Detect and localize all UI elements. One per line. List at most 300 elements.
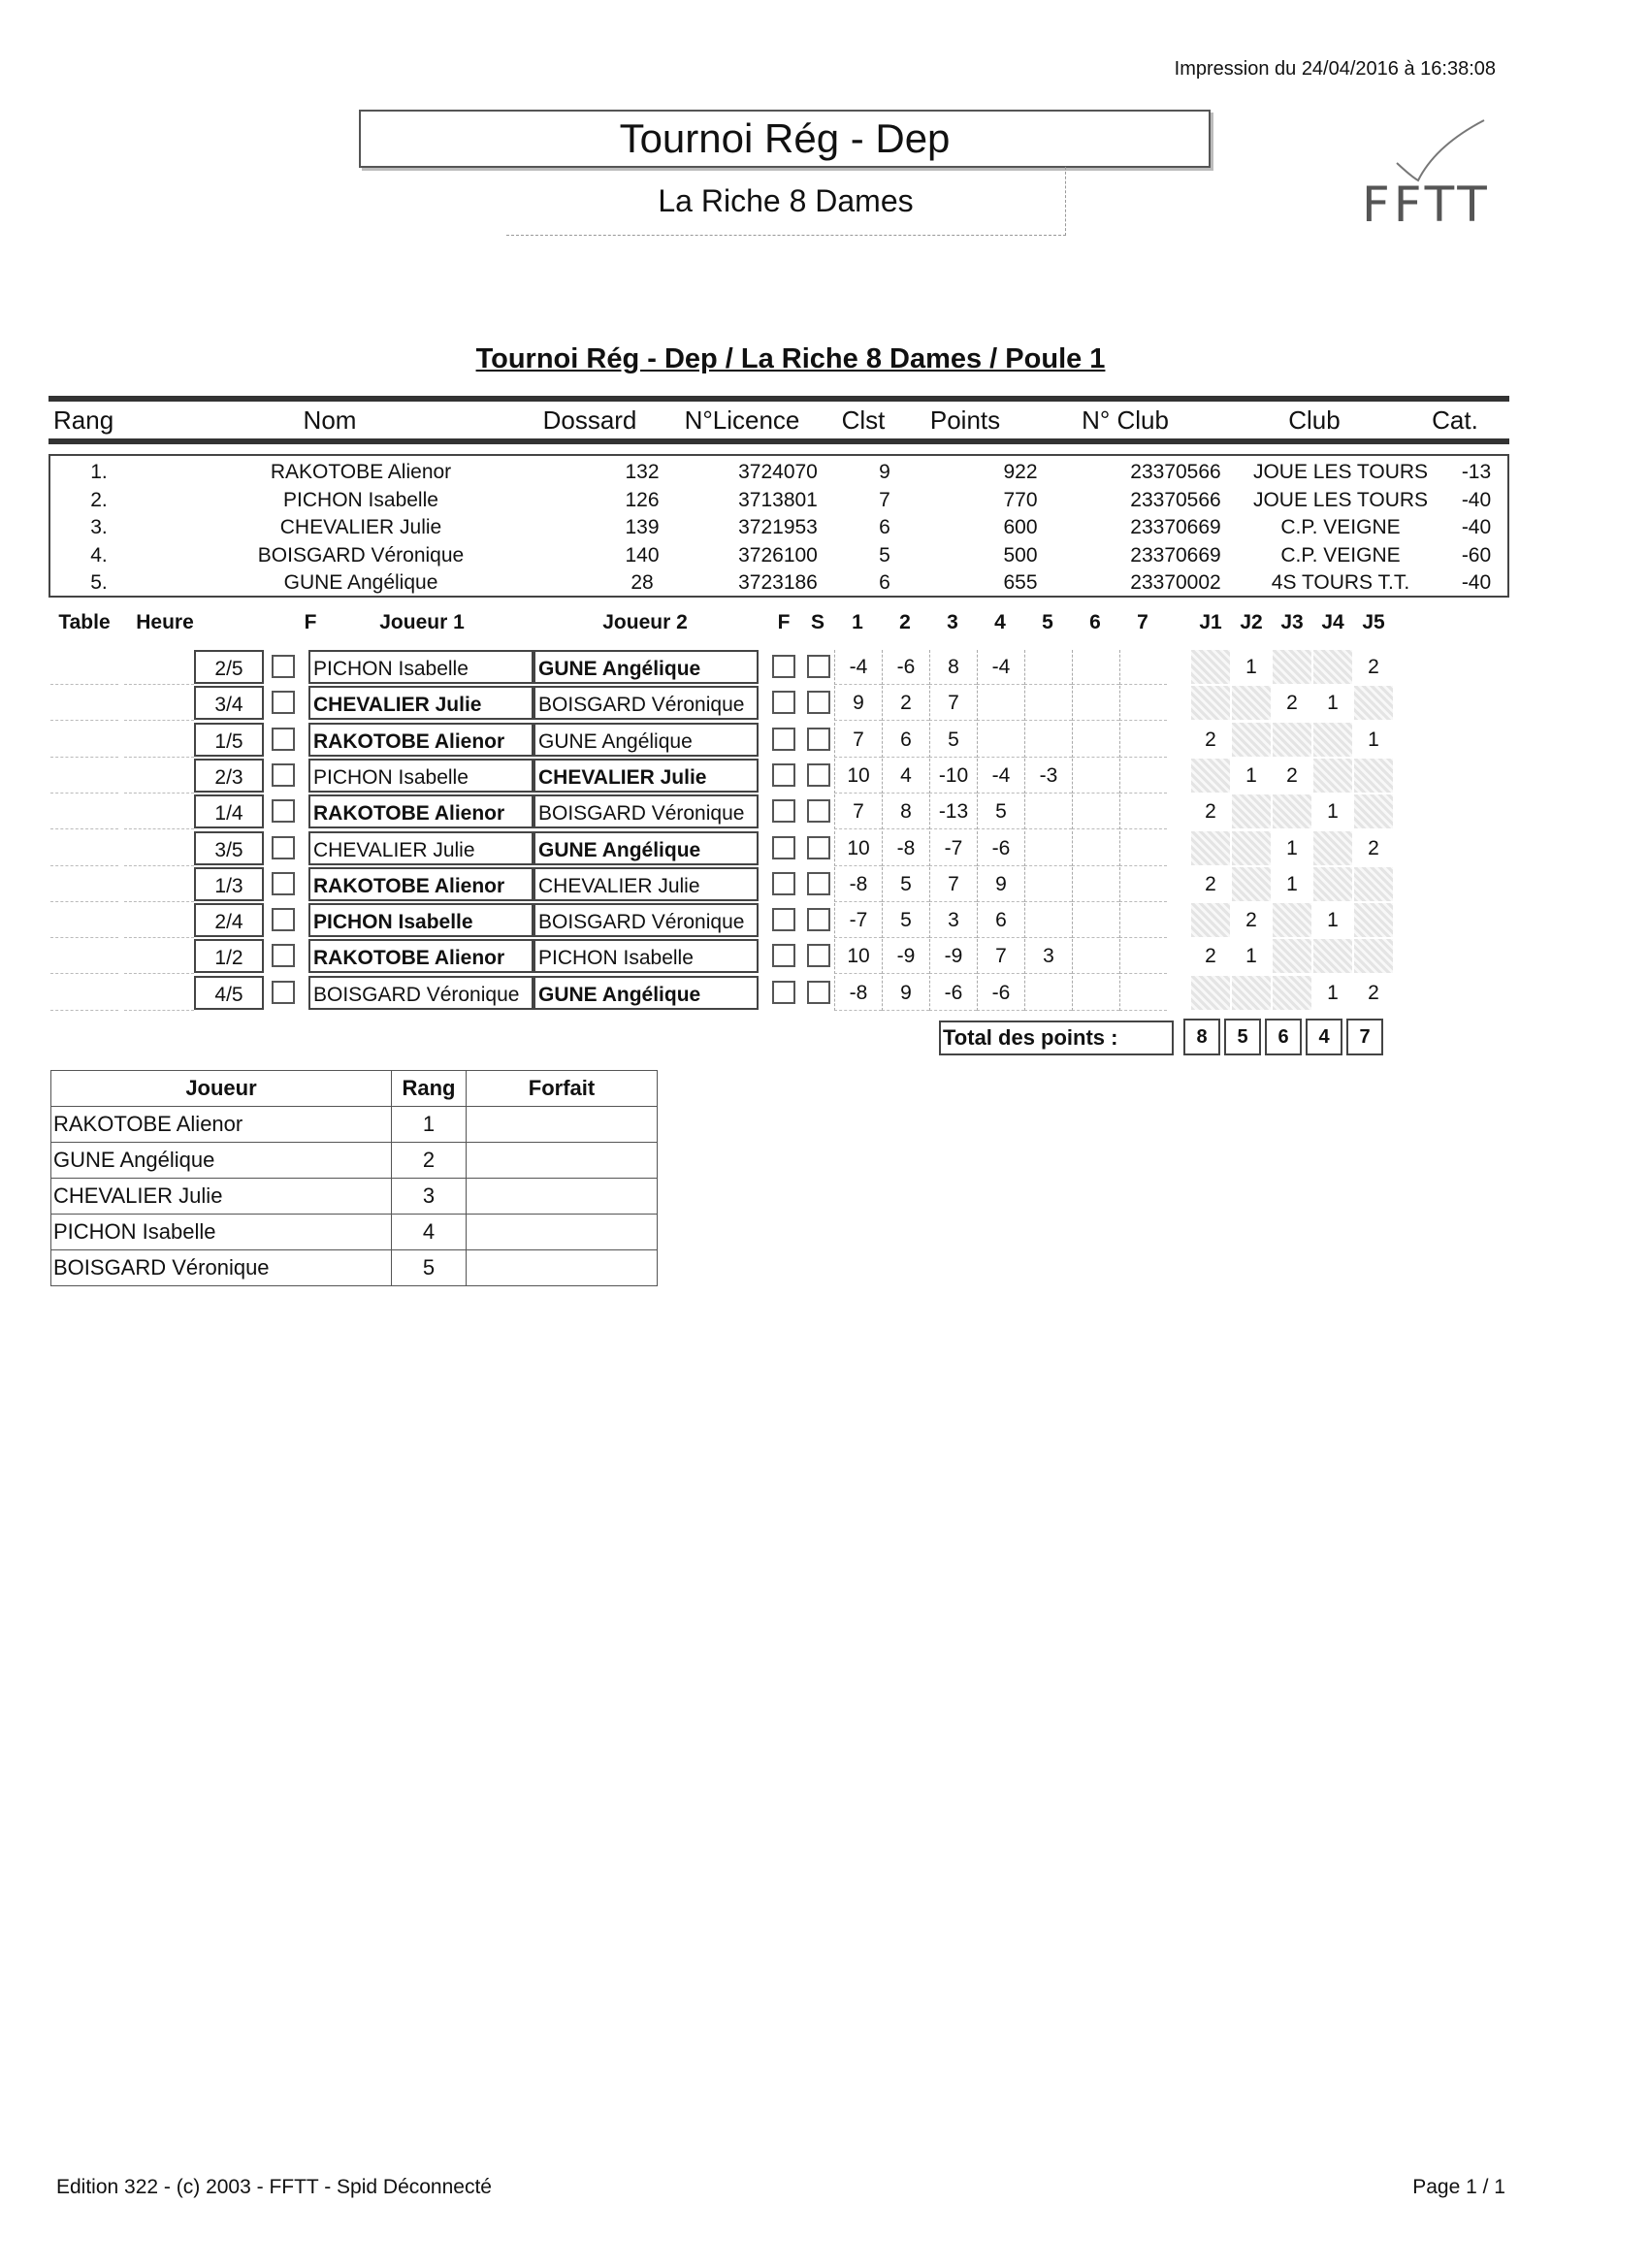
set-score: 3 [929,903,977,938]
set-score [1119,939,1167,974]
match-pair: 1/4 [194,794,264,828]
match-row [48,939,1406,975]
set-score [1119,867,1167,902]
match-header-j4: J4 [1321,611,1344,633]
ranking-forfait [467,1107,658,1143]
ranking-row [51,1107,658,1143]
match-player2: GUNE Angélique [534,650,759,684]
player-points: 655 [1003,571,1038,594]
total-j4: 4 [1306,1019,1342,1055]
player-club_no: 23370002 [1130,571,1221,594]
j-points [1313,723,1352,757]
forfait2-checkbox[interactable] [772,655,795,678]
j-points: 2 [1368,656,1379,678]
forfait2-checkbox[interactable] [772,763,795,787]
poule-title: Tournoi Rég - Dep / La Riche 8 Dames / Poule 1 [475,343,1106,374]
match-header-j3: J3 [1280,611,1304,633]
j-points: 1 [1327,909,1339,932]
set-score [1119,794,1167,829]
match-player2: BOISGARD Véronique [534,686,759,720]
set-score [977,686,1024,721]
j-points: 2 [1205,728,1216,751]
forfait-checkbox[interactable] [272,691,295,714]
j-points [1313,759,1352,793]
forfait2-checkbox[interactable] [772,908,795,931]
j-points [1232,686,1271,720]
player-header-2: Dossard [542,405,637,435]
j-points [1313,831,1352,865]
player-club_no: 23370566 [1130,488,1221,511]
set-score: -7 [929,831,977,866]
player-cat: -40 [1461,571,1492,594]
match-player1: RAKOTOBE Alienor [308,794,534,828]
forfait-checkbox[interactable] [272,799,295,823]
set-score [1119,723,1167,758]
total-j1: 8 [1183,1019,1220,1055]
set-score: 10 [834,831,882,866]
player-header-3: N°Licence [684,405,800,435]
j-points: 1 [1327,981,1339,1004]
set-score: 9 [834,686,882,721]
match-table-cell [50,650,118,685]
forfait-checkbox[interactable] [272,728,295,751]
match-row [48,794,1406,830]
player-clst: 5 [879,543,890,567]
ranking-player: PICHON Isabelle [51,1215,392,1250]
set-score [1119,903,1167,938]
match-header-table: Table [58,611,111,633]
match-player2: CHEVALIER Julie [534,867,759,901]
s-checkbox[interactable] [807,655,830,678]
set-score [1072,867,1119,902]
ranking-forfait [467,1215,658,1250]
forfait-checkbox[interactable] [272,836,295,859]
match-pair: 3/4 [194,686,264,720]
match-header-f: F [304,611,317,633]
player-dossard: 132 [625,461,660,483]
forfait2-checkbox[interactable] [772,944,795,967]
set-score [1024,976,1072,1011]
set-score: 2 [882,686,929,721]
set-score: 7 [929,867,977,902]
player-rang: 3. [90,516,108,538]
forfait2-checkbox[interactable] [772,799,795,823]
total-label: Total des points : [939,1021,1174,1055]
j-points [1273,794,1311,828]
player-club: C.P. VEIGNE [1280,543,1401,567]
j-points: 1 [1327,692,1339,715]
j-points: 2 [1286,763,1298,787]
player-table [48,454,1509,598]
match-player1: CHEVALIER Julie [308,686,534,720]
player-cat: -60 [1461,543,1492,567]
j-points [1354,903,1393,937]
player-rang: 2. [90,488,108,511]
forfait2-checkbox[interactable] [772,691,795,714]
forfait-checkbox[interactable] [272,763,295,787]
forfait-checkbox[interactable] [272,872,295,895]
j-points [1191,686,1230,720]
set-score [1119,976,1167,1011]
j-points [1354,794,1393,828]
set-score: 7 [834,723,882,758]
match-time-cell [124,794,194,829]
forfait-checkbox[interactable] [272,908,295,931]
match-player1: RAKOTOBE Alienor [308,723,534,757]
match-row [48,723,1406,759]
set-score [1024,686,1072,721]
ranking-row [51,1250,658,1286]
s-checkbox[interactable] [807,728,830,751]
match-header-set-3: 3 [947,611,958,633]
set-score: -4 [834,650,882,685]
match-player2: GUNE Angélique [534,723,759,757]
match-time-cell [124,831,194,866]
ranking-rank: 1 [392,1107,467,1143]
match-table-cell [50,939,118,974]
set-score: 7 [834,794,882,829]
j-points: 2 [1205,800,1216,824]
j-points: 2 [1368,981,1379,1004]
match-player1: CHEVALIER Julie [308,831,534,865]
set-score: 5 [882,903,929,938]
j-points [1354,686,1393,720]
ranking-rank: 5 [392,1250,467,1286]
player-club: C.P. VEIGNE [1280,516,1401,538]
j-points [1273,976,1311,1010]
player-club_no: 23370669 [1130,516,1221,538]
total-j3: 6 [1265,1019,1302,1055]
match-header-heure: Heure [136,611,194,633]
player-clst: 9 [879,461,890,483]
ranking-player: CHEVALIER Julie [51,1179,392,1215]
set-score: 10 [834,759,882,794]
match-row [48,831,1406,867]
set-score [1072,831,1119,866]
match-header-f2: F [777,611,791,633]
j-points: 1 [1245,656,1257,678]
match-row [48,759,1406,794]
player-rang: 1. [90,461,108,483]
player-nom: PICHON Isabelle [283,488,438,511]
set-score: 7 [929,686,977,721]
match-time-cell [124,939,194,974]
ranking-player: BOISGARD Véronique [51,1250,392,1286]
set-score: -8 [834,867,882,902]
forfait2-checkbox[interactable] [772,728,795,751]
match-time-cell [124,650,194,685]
match-table-cell [50,831,118,866]
match-table-cell [50,794,118,829]
set-score [1024,867,1072,902]
player-rang: 5. [90,571,108,594]
set-score: -6 [929,976,977,1011]
match-player1: BOISGARD Véronique [308,976,534,1010]
set-score: -8 [882,831,929,866]
set-score: -9 [929,939,977,974]
match-header-j2: J2 [1240,611,1263,633]
j-points [1191,976,1230,1010]
player-dossard: 28 [630,571,654,594]
match-time-cell [124,759,194,794]
forfait-checkbox[interactable] [272,655,295,678]
j-points [1354,867,1393,901]
set-score [1024,831,1072,866]
j-points [1232,867,1271,901]
player-dossard: 140 [625,543,660,567]
player-points: 922 [1003,461,1038,483]
match-table-cell [50,723,118,758]
s-checkbox[interactable] [807,836,830,859]
s-checkbox[interactable] [807,981,830,1004]
set-score: 5 [882,867,929,902]
set-score [1024,903,1072,938]
s-checkbox[interactable] [807,763,830,787]
set-score [1072,976,1119,1011]
match-time-cell [124,976,194,1011]
match-player1: RAKOTOBE Alienor [308,939,534,973]
match-table-cell [50,759,118,794]
match-header-joueur2: Joueur 2 [602,611,688,633]
player-licence: 3726100 [738,543,818,567]
ranking-forfait [467,1143,658,1179]
logo-swoosh-icon [1358,116,1513,184]
forfait2-checkbox[interactable] [772,981,795,1004]
player-points: 500 [1003,543,1038,567]
set-score [1119,686,1167,721]
match-header-set-2: 2 [899,611,911,633]
set-score: 9 [977,867,1024,902]
match-row [48,650,1406,686]
player-club_no: 23370566 [1130,461,1221,483]
match-pair: 3/5 [194,831,264,865]
s-checkbox[interactable] [807,944,830,967]
player-header-1: Nom [303,405,357,435]
j-points [1191,759,1230,793]
set-score: 6 [882,723,929,758]
ranking-row [51,1143,658,1179]
s-checkbox[interactable] [807,799,830,823]
s-checkbox[interactable] [807,908,830,931]
match-player2: BOISGARD Véronique [534,794,759,828]
match-player2: BOISGARD Véronique [534,903,759,937]
j-points [1232,723,1271,757]
s-checkbox[interactable] [807,872,830,895]
set-score: -4 [977,759,1024,794]
j-points: 2 [1205,872,1216,895]
match-player1: PICHON Isabelle [308,903,534,937]
match-player2: GUNE Angélique [534,831,759,865]
ranking-header-player: Joueur [51,1071,392,1107]
ranking-row [51,1179,658,1215]
set-score: -8 [834,976,882,1011]
j-points [1354,939,1393,973]
set-score: 3 [1024,939,1072,974]
match-player1: RAKOTOBE Alienor [308,867,534,901]
player-header-7: Club [1288,405,1341,435]
match-pair: 1/5 [194,723,264,757]
set-score [1072,759,1119,794]
set-score [1072,794,1119,829]
set-score: 8 [929,650,977,685]
set-score [1119,759,1167,794]
player-nom: BOISGARD Véronique [257,543,465,567]
j-points: 1 [1368,728,1379,751]
j-points [1191,831,1230,865]
player-header-0: Rang [53,405,114,435]
set-score: -10 [929,759,977,794]
player-licence: 3721953 [738,516,818,538]
match-header-s: S [810,611,824,633]
set-score: 9 [882,976,929,1011]
ranking-rank: 4 [392,1215,467,1250]
set-score [1024,650,1072,685]
set-score: -6 [882,650,929,685]
set-score: 8 [882,794,929,829]
header-bottom-rule [48,438,1509,444]
match-header-set-1: 1 [852,611,863,633]
ranking-rank: 2 [392,1143,467,1179]
match-player2: PICHON Isabelle [534,939,759,973]
player-row [50,516,1511,543]
set-score [1072,939,1119,974]
j-points: 2 [1245,909,1257,932]
j-points [1313,650,1352,684]
j-points [1191,903,1230,937]
ranking-player: GUNE Angélique [51,1143,392,1179]
set-score [1072,903,1119,938]
forfait2-checkbox[interactable] [772,836,795,859]
ranking-forfait [467,1179,658,1215]
player-cat: -13 [1461,461,1492,483]
ranking-table [50,1070,658,1286]
match-pair: 4/5 [194,976,264,1010]
footer-page: Page 1 / 1 [1412,2176,1505,2198]
match-player2: CHEVALIER Julie [534,759,759,793]
match-pair: 2/5 [194,650,264,684]
match-pair: 2/3 [194,759,264,793]
player-row [50,544,1511,571]
fftt-logo [1358,116,1513,233]
player-nom: GUNE Angélique [283,571,438,594]
match-header-j5: J5 [1362,611,1385,633]
ranking-forfait [467,1250,658,1286]
total-j2: 5 [1224,1019,1261,1055]
set-score [1119,831,1167,866]
tournament-title: Tournoi Rég - Dep [359,110,1211,168]
player-cat: -40 [1461,516,1492,538]
ranking-row [51,1215,658,1250]
j-points: 1 [1245,763,1257,787]
player-header-6: N° Club [1082,405,1169,435]
j-points: 1 [1286,872,1298,895]
player-club: JOUE LES TOURS [1252,461,1429,483]
player-club: 4S TOURS T.T. [1271,571,1410,594]
match-time-cell [124,903,194,938]
set-score: -6 [977,976,1024,1011]
match-time-cell [124,723,194,758]
j-points: 1 [1327,800,1339,824]
tournament-subtitle: La Riche 8 Dames [506,167,1066,236]
match-header-set-5: 5 [1042,611,1053,633]
player-nom: RAKOTOBE Alienor [270,461,452,483]
forfait-checkbox[interactable] [272,981,295,1004]
set-score: 10 [834,939,882,974]
set-score: -3 [1024,759,1072,794]
player-dossard: 139 [625,516,660,538]
set-score [977,723,1024,758]
player-club: JOUE LES TOURS [1252,488,1429,511]
set-score: -13 [929,794,977,829]
set-score [1072,650,1119,685]
j-points [1313,867,1352,901]
set-score [1024,794,1072,829]
player-header-8: Cat. [1432,405,1478,435]
player-clst: 6 [879,516,890,538]
match-table-cell [50,867,118,902]
j-points [1313,939,1352,973]
set-score: -6 [977,831,1024,866]
player-licence: 3723186 [738,571,818,594]
j-points [1232,831,1271,865]
j-points: 1 [1245,945,1257,968]
match-table-cell [50,686,118,721]
j-points: 2 [1205,945,1216,968]
set-score: -9 [882,939,929,974]
match-time-cell [124,867,194,902]
s-checkbox[interactable] [807,691,830,714]
logo-text: FFTT [1362,177,1491,233]
forfait2-checkbox[interactable] [772,872,795,895]
player-cat: -40 [1461,488,1492,511]
j-points [1232,976,1271,1010]
match-header-set-7: 7 [1137,611,1148,633]
j-points: 2 [1286,692,1298,715]
j-points [1191,650,1230,684]
j-points [1354,759,1393,793]
player-rang: 4. [90,543,108,567]
match-row [48,686,1406,722]
j-points: 1 [1286,836,1298,859]
match-table-cell [50,976,118,1011]
match-header-j1: J1 [1199,611,1222,633]
j-points [1273,903,1311,937]
ranking-rank: 3 [392,1179,467,1215]
j-points: 2 [1368,836,1379,859]
match-player1: PICHON Isabelle [308,650,534,684]
player-points: 770 [1003,488,1038,511]
player-header-4: Clst [841,405,886,435]
match-header-set-4: 4 [994,611,1006,633]
player-header-5: Points [929,405,1001,435]
forfait-checkbox[interactable] [272,944,295,967]
header-top-rule [48,396,1509,402]
player-row [50,489,1511,516]
match-pair: 2/4 [194,903,264,937]
match-header-joueur1: Joueur 1 [379,611,465,633]
total-j5: 7 [1346,1019,1383,1055]
player-licence: 3724070 [738,461,818,483]
player-clst: 6 [879,571,890,594]
match-row [48,903,1406,939]
footer-edition: Edition 322 - (c) 2003 - FFTT - Spid Déconnecté [56,2176,492,2198]
print-date: Impression du 24/04/2016 à 16:38:08 [1174,58,1496,80]
set-score: 5 [977,794,1024,829]
match-time-cell [124,686,194,721]
player-points: 600 [1003,516,1038,538]
match-header-set-6: 6 [1089,611,1101,633]
player-clst: 7 [879,488,890,511]
